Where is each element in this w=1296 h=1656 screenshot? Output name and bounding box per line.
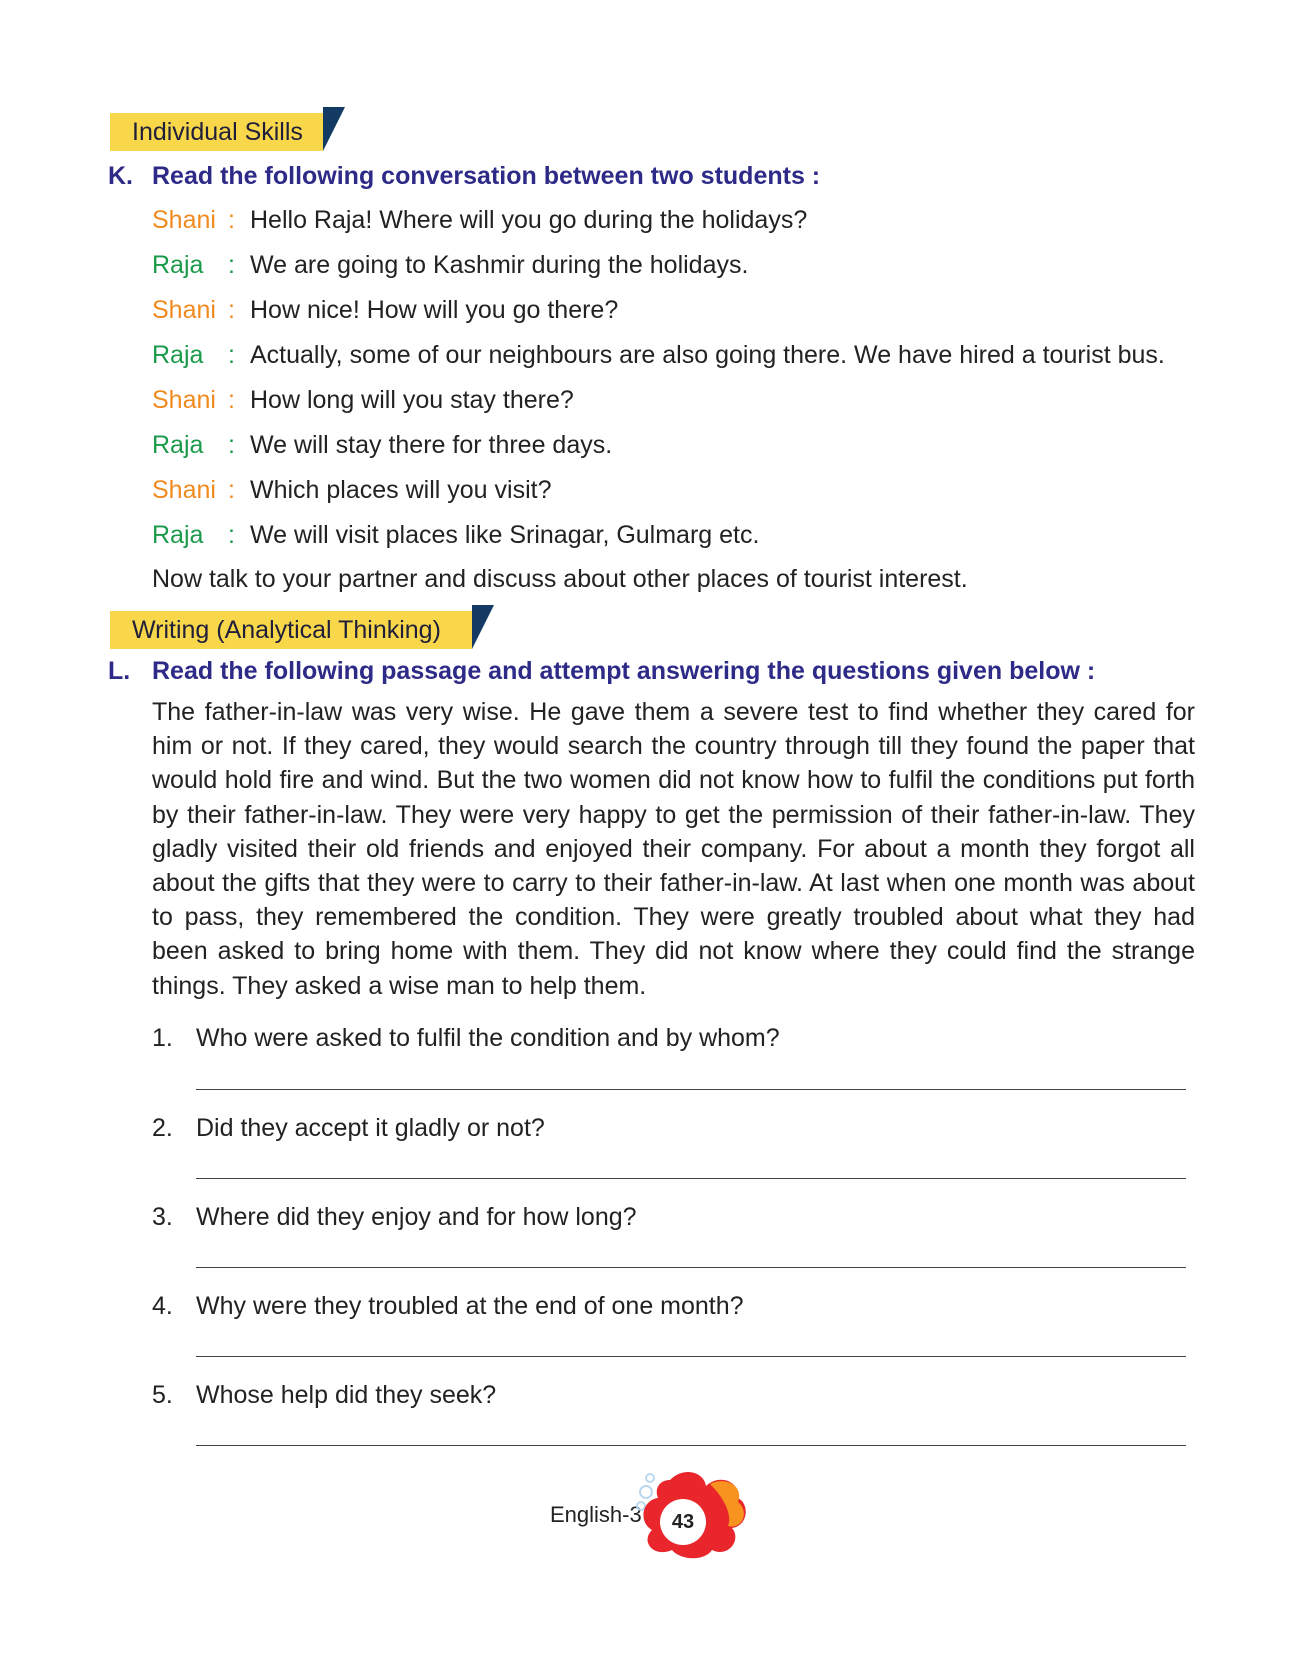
follow-up-text: Now talk to your partner and discuss about other places of tourist interest. — [152, 565, 968, 593]
speaker-name: Shani — [152, 386, 216, 414]
reading-passage: The father-in-law was very wise. He gave them a severe test to find whether they cared for him or not. If they cared, they would search the country through till they found the paper that would hold fire and wind. But the two women did not know how to fulfil the conditions put forth by their father-in-law. They were very happy to get the permission of their father-in-law. They gladly visited their old friends and enjoyed their company. For about a month they forgot all about the gifts that they were to carry to their father-in-law. At last when one month was about to pass, they remembered the condition. They were greatly troubled about what they had been asked to bring home with them. They did not know where they could find the strange things. They asked a wise man to help them. — [152, 698, 1195, 1000]
question-text: Did they accept it gladly or not? — [196, 1114, 545, 1142]
speaker-colon: : — [228, 521, 235, 549]
dialogue-text: We will stay there for three days. — [250, 431, 613, 459]
dialogue-text: We will visit places like Srinagar, Gulmarg etc. — [250, 521, 760, 549]
speaker-name: Raja — [152, 251, 204, 279]
question-instruction: Read the following passage and attempt answering the questions given below : — [152, 657, 1096, 685]
speaker-name: Shani — [152, 476, 216, 504]
answer-line[interactable] — [196, 1356, 1186, 1357]
tab-flag-icon — [323, 107, 345, 151]
speaker-colon: : — [228, 341, 235, 369]
speaker-name: Raja — [152, 431, 204, 459]
question-text: Who were asked to fulfil the condition and by whom? — [196, 1024, 780, 1052]
question-k-heading — [108, 159, 820, 193]
question-instruction: Read the following conversation between two students : — [152, 162, 821, 190]
speaker-colon: : — [228, 206, 235, 234]
page-number-badge — [632, 1470, 752, 1562]
dialogue-text: How nice! How will you go there? — [250, 296, 619, 324]
question-text: Where did they enjoy and for how long? — [196, 1203, 637, 1231]
page-number: 43 — [671, 1511, 695, 1533]
question-item — [152, 1378, 496, 1412]
answer-line[interactable] — [196, 1445, 1186, 1446]
section-tab-label: Individual Skills — [132, 118, 303, 146]
dialogue-text: Actually, some of our neighbours are also going there. We have hired a tourist bus. — [250, 341, 1165, 369]
answer-line[interactable] — [196, 1267, 1186, 1268]
speaker-colon: : — [228, 386, 235, 414]
question-number: 3. — [152, 1203, 173, 1231]
tab-flag-icon — [472, 605, 494, 649]
dialogue-text: Hello Raja! Where will you go during the holidays? — [250, 206, 808, 234]
dialogue-text: We are going to Kashmir during the holidays. — [250, 251, 749, 279]
footer-book-title: English-3 — [550, 1502, 642, 1527]
answer-line[interactable] — [196, 1089, 1186, 1090]
speaker-name: Raja — [152, 521, 204, 549]
section-tab-individual-skills — [110, 113, 323, 151]
question-item — [152, 1111, 545, 1145]
speaker-colon: : — [228, 431, 235, 459]
section-tab-label: Writing (Analytical Thinking) — [132, 616, 441, 644]
question-l-heading — [108, 654, 1095, 688]
speaker-colon: : — [228, 476, 235, 504]
question-item — [152, 1021, 780, 1055]
question-text: Whose help did they seek? — [196, 1381, 497, 1409]
question-number: 5. — [152, 1381, 173, 1409]
question-number: 2. — [152, 1114, 173, 1142]
question-letter: L. — [108, 657, 131, 685]
section-tab-writing — [110, 611, 472, 649]
answer-line[interactable] — [196, 1178, 1186, 1179]
speaker-name: Shani — [152, 296, 216, 324]
speaker-name: Raja — [152, 341, 204, 369]
question-number: 4. — [152, 1292, 173, 1320]
question-item — [152, 1289, 744, 1323]
question-number: 1. — [152, 1024, 173, 1052]
question-letter: K. — [108, 162, 133, 190]
speaker-colon: : — [228, 296, 235, 324]
speaker-colon: : — [228, 251, 235, 279]
dialogue-text: How long will you stay there? — [250, 386, 574, 414]
dialogue-text: Which places will you visit? — [250, 476, 552, 504]
question-item — [152, 1200, 637, 1234]
question-text: Why were they troubled at the end of one month? — [196, 1292, 744, 1320]
speaker-name: Shani — [152, 206, 216, 234]
